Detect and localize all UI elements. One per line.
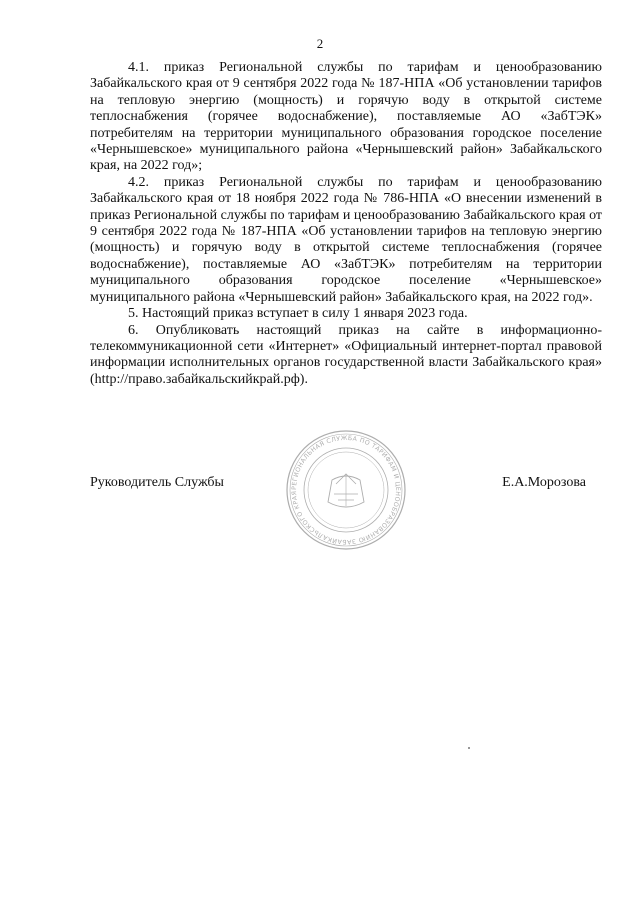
signature-block (90, 474, 602, 494)
paragraph-4-1: 4.1. приказ Региональной службы по тарифам и ценообразованию Забайкальского края от 9 сентября 2022 года № 187-НПА «Об установлении тарифов на тепловую энергию (мощность) и горячую воду в открытой системе теплоснабжения (горячее водоснабжение), поставляемые АО «ЗабТЭК» потребителям на территории муниципального образования городское поселение «Чернышевское» муниципального района «Чернышевский район» Забайкальского края, на 2022 год»; (90, 60, 602, 174)
signer-name: Е.А.Морозова (502, 475, 586, 490)
scan-dot (468, 747, 470, 749)
seal-ring-textpath: РЕГИОНАЛЬНАЯ СЛУЖБА ПО ТАРИФАМ И ЦЕНООБРАЗОВАНИЮ ЗАБАЙКАЛЬСКОГО КРАЯ (290, 434, 402, 546)
paragraph-5: 5. Настоящий приказ вступает в силу 1 января 2023 года. (128, 306, 468, 322)
page-number: 2 (316, 36, 324, 51)
paragraph-6: 6. Опубликовать настоящий приказ на сайте в информационно-телекоммуникационной сети «Интернет» «Официальный интернет-портал правовой информации исполнительных органов государственной власти Забайкальского края» (http://право.забайкальскийкрай.рф). (90, 322, 602, 387)
signer-title: Руководитель Службы (90, 475, 224, 490)
document-body (90, 60, 602, 388)
paragraph-4-2: 4.2. приказ Региональной службы по тарифам и ценообразованию Забайкальского края от 18 ноября 2022 года № 786-НПА «О внесении изменений в приказ Региональной службы по тарифам и ценообразованию Забайкальского края от 9 сентября 2022 года № 187-НПА «Об установлении тарифов на тепловую энергию (мощность) и горячую воду в открытой системе теплоснабжения (горячее водоснабжение), поставляемые АО «ЗабТЭК» потребителям на территории муниципального образования городское поселение «Чернышевское» муниципального района «Чернышевский район» Забайкальского края, на 2022 год». (90, 174, 602, 305)
